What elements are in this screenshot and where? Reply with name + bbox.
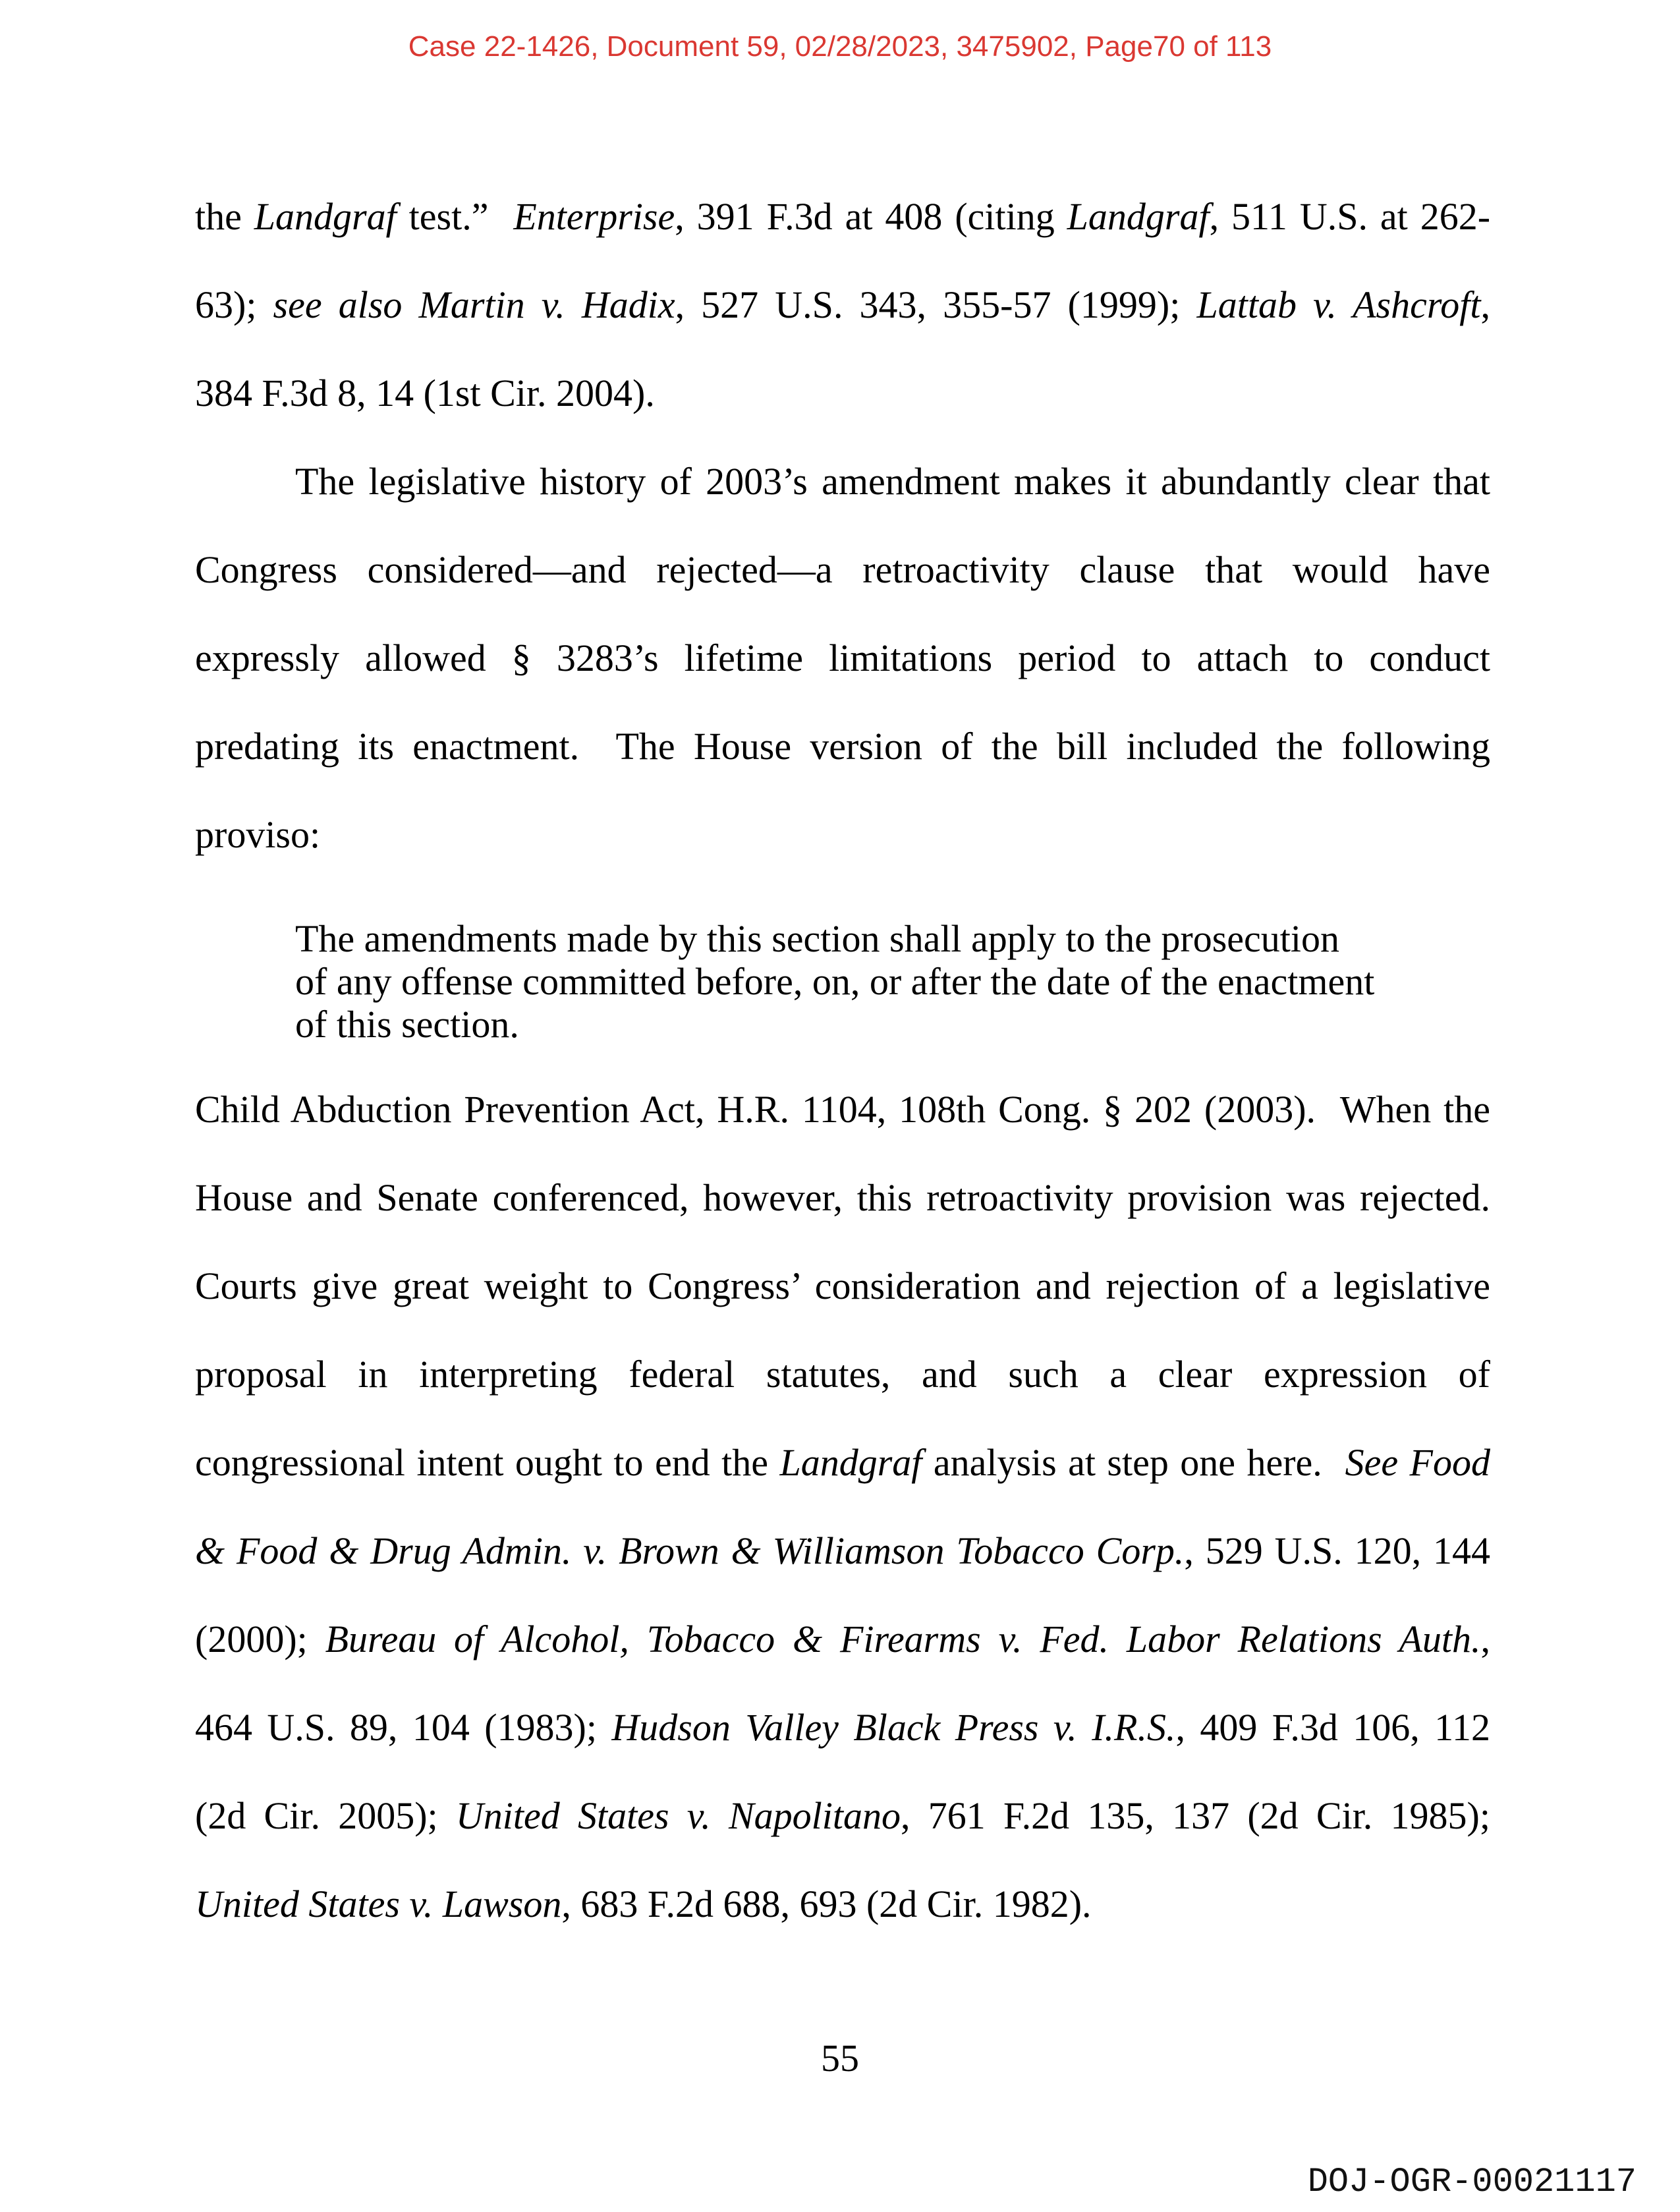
text-line [195,1065,1490,1154]
document-body [195,173,1490,1948]
text-line [195,702,1490,791]
text-run: , 527 U.S. 343, 355-57 (1999); [675,283,1197,326]
text-line [195,349,1490,438]
text-run: , 511 U.S. at 262- [1209,195,1491,238]
text-line [195,1330,1490,1419]
text-line [195,438,1490,526]
text-run: congressional intent ought to end the [195,1441,780,1484]
text-run: , [1480,1618,1491,1660]
text-run: proviso: [195,813,321,856]
paragraph [195,173,1490,438]
text-line [195,261,1490,349]
text-run: (2d Cir. 2005); [195,1794,456,1837]
text-line [195,1419,1490,1507]
text-run: analysis at step one here. [922,1441,1345,1484]
case-stamp-header: Case 22-1426, Document 59, 02/28/2023, 3475902, Page70 of 113 [408,30,1272,63]
italic-text-run: Lattab v. Ashcroft [1196,283,1481,326]
bates-number: DOJ-OGR-00021117 [1307,2163,1637,2201]
paragraph [195,438,1490,879]
text-run: test.” [396,195,514,238]
text-run: predating its enactment. The House version of the bill included the following [195,725,1490,768]
text-run: , 391 F.3d at 408 (citing [675,195,1067,238]
text-run: the [195,195,254,238]
paragraph [195,1065,1490,1948]
italic-text-run: Landgraf [254,195,397,238]
text-line [295,960,1415,1003]
text-line [195,1860,1490,1948]
text-line [195,1772,1490,1860]
text-run: 384 F.3d 8, 14 (1st Cir. 2004). [195,372,655,414]
italic-text-run: United States v. Lawson [195,1883,562,1925]
italic-text-run: United States v. Napolitano [455,1794,901,1837]
text-line [195,526,1490,614]
text-run: The legislative history of 2003’s amendment makes it abundantly clear that [295,460,1490,503]
italic-text-run: Landgraf [1067,195,1210,238]
italic-text-run: see also Martin v. Hadix [273,283,675,326]
text-line [195,1684,1490,1772]
text-run: , 529 U.S. 120, 144 [1184,1529,1490,1572]
text-run: 63); [195,283,273,326]
italic-text-run: Landgraf [779,1441,922,1484]
page-number: 55 [821,2037,859,2080]
italic-text-run: See Food [1345,1441,1490,1484]
text-run: , 761 F.2d 135, 137 (2d Cir. 1985); [901,1794,1490,1837]
text-run: , [1480,283,1490,326]
text-run: Courts give great weight to Congress’ consideration and rejection of a legislative [195,1264,1490,1307]
italic-text-run: Enterprise [513,195,675,238]
text-line [195,1507,1490,1595]
text-run: The amendments made by this section shall apply to the prosecution [295,917,1339,960]
text-run: of any offense committed before, on, or after the date of the enactment [295,960,1375,1003]
text-run: (2000); [195,1618,325,1660]
text-line [195,1242,1490,1330]
text-line [195,791,1490,879]
text-run: House and Senate conferenced, however, this retroactivity provision was rejected. [195,1176,1490,1219]
text-line [195,1595,1490,1684]
text-run: proposal in interpreting federal statutes, and such a clear expression of [195,1353,1490,1396]
text-run: expressly allowed § 3283’s lifetime limitations period to attach to conduct [195,637,1490,679]
italic-text-run: & Food & Drug Admin. v. Brown & Williamson Tobacco Corp. [195,1529,1185,1572]
italic-text-run: Bureau of Alcohol, Tobacco & Firearms v. Fed. Labor Relations Auth. [325,1618,1481,1660]
text-run: , 683 F.2d 688, 693 (2d Cir. 1982). [561,1883,1092,1925]
text-line [195,173,1490,261]
text-run: 464 U.S. 89, 104 (1983); [195,1706,612,1749]
text-run: of this section. [295,1003,519,1046]
text-line [195,1154,1490,1242]
block-quote [295,917,1415,1046]
text-line [295,917,1415,960]
text-run: Child Abduction Prevention Act, H.R. 1104, 108th Cong. § 202 (2003). When the [195,1088,1490,1131]
text-run: , 409 F.3d 106, 112 [1175,1706,1490,1749]
text-line [195,614,1490,702]
text-run: Congress considered—and rejected—a retroactivity clause that would have [195,548,1490,591]
text-line [295,1003,1415,1046]
italic-text-run: Hudson Valley Black Press v. I.R.S. [611,1706,1176,1749]
